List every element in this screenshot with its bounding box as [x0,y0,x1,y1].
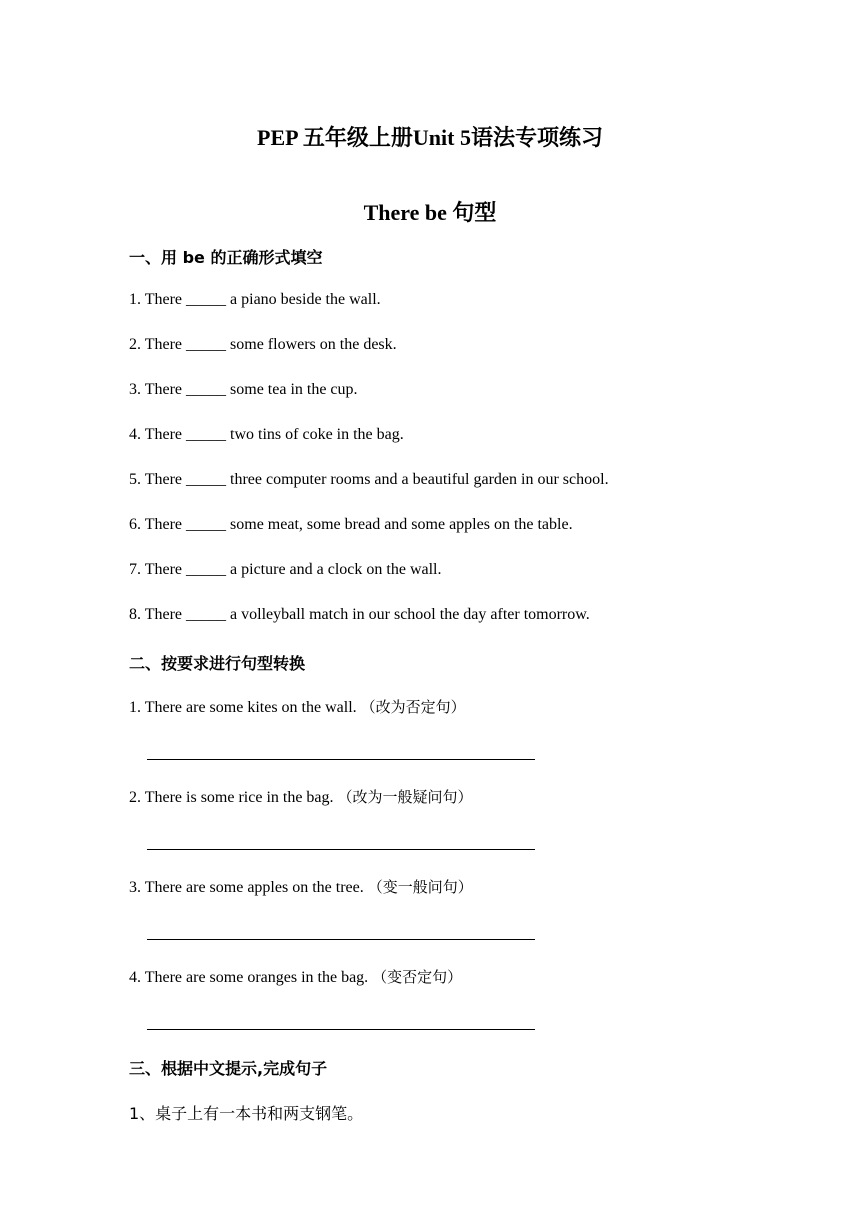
fill-blank-question-2: 2. There _____ some flowers on the desk. [129,336,397,353]
transform-sentence: 2. There is some rice in the bag. [129,789,334,806]
page-title: PEP 五年级上册Unit 5语法专项练习 [257,125,603,150]
transform-sentence: 3. There are some apples on the tree. [129,879,364,896]
section-heading-transform: 二、按要求进行句型转换 [129,654,306,673]
transform-sentence: 4. There are some oranges in the bag. [129,969,369,986]
fill-blank-question-3: 3. There _____ some tea in the cup. [129,381,358,398]
fill-blank-question-1: 1. There _____ a piano beside the wall. [129,291,381,308]
page-subtitle: There be 句型 [363,200,497,225]
section-heading-complete-sentence: 三、根据中文提示,完成句子 [129,1059,328,1078]
answer-line-4[interactable] [147,1029,535,1030]
fill-blank-question-6: 6. There _____ some meat, some bread and some apples on the table. [129,516,573,533]
fill-blank-question-7: 7. There _____ a picture and a clock on the wall. [129,561,442,578]
transform-instruction: （变否定句） [372,968,463,986]
transform-question-1 [129,696,466,717]
fill-blank-question-8: 8. There _____ a volleyball match in our school the day after tomorrow. [129,606,590,623]
transform-sentence: 1. There are some kites on the wall. [129,699,357,716]
answer-line-3[interactable] [147,939,535,940]
section-heading-fill-blank: 一、用 be 的正确形式填空 [129,248,323,267]
fill-blank-question-5: 5. There _____ three computer rooms and a beautiful garden in our school. [129,471,609,488]
translation-question-1: 1、桌子上有一本书和两支钢笔。 [129,1104,364,1123]
answer-line-2[interactable] [147,849,535,850]
transform-question-3 [129,876,473,897]
fill-blank-question-4: 4. There _____ two tins of coke in the bag. [129,426,404,443]
transform-question-2 [129,786,473,807]
transform-instruction: （改为一般疑问句） [337,788,473,806]
transform-instruction: （改为否定句） [360,698,466,716]
answer-line-1[interactable] [147,759,535,760]
transform-instruction: （变一般问句） [367,878,473,896]
transform-question-4 [129,966,462,987]
